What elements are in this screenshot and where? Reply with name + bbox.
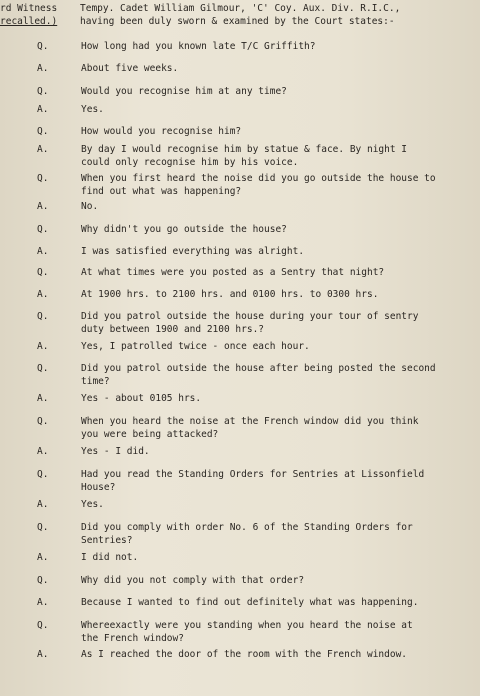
- qa-list: [0, 40, 480, 696]
- answer-text: [81, 392, 476, 405]
- question-marker: Q.: [37, 469, 49, 480]
- text-line: When you first heard the noise did you go outside the house to: [81, 173, 436, 184]
- answer-text: [81, 340, 476, 353]
- question-marker: Q.: [37, 224, 49, 235]
- question-text: [81, 362, 476, 388]
- answer-marker: A.: [37, 649, 49, 660]
- question-marker: Q.: [37, 126, 49, 137]
- intro-line: having been duly sworn & examined by the Court states:-: [80, 16, 395, 27]
- answer-marker: A.: [37, 289, 49, 300]
- text-line: How would you recognise him?: [81, 126, 242, 137]
- text-line: Yes.: [81, 104, 104, 115]
- question-text: [81, 619, 476, 645]
- text-line: Yes.: [81, 499, 104, 510]
- question-text: [81, 415, 476, 441]
- question-text: [81, 85, 476, 98]
- text-line: Did you patrol outside the house after being posted the second: [81, 363, 436, 374]
- answer-marker: A.: [37, 246, 49, 257]
- witness-header: [0, 0, 480, 40]
- text-line: Why didn't you go outside the house?: [81, 224, 287, 235]
- answer-text: [81, 445, 476, 458]
- answer-text: [81, 288, 476, 301]
- answer-marker: A.: [37, 597, 49, 608]
- answer-marker: A.: [37, 446, 49, 457]
- question-text: [81, 521, 476, 547]
- text-line: About five weeks.: [81, 63, 179, 74]
- answer-marker: A.: [37, 104, 49, 115]
- text-line: find out what was happening?: [81, 186, 242, 197]
- answer-marker: A.: [37, 144, 49, 155]
- answer-text: [81, 245, 476, 258]
- witness-label-line: recalled.): [0, 16, 58, 27]
- text-line: Why did you not comply with that order?: [81, 575, 305, 586]
- question-marker: Q.: [37, 267, 49, 278]
- text-line: Would you recognise him at any time?: [81, 86, 287, 97]
- answer-marker: A.: [37, 499, 49, 510]
- text-line: Yes, I patrolled twice - once each hour.: [81, 341, 310, 352]
- text-line: I was satisfied everything was alright.: [81, 246, 305, 257]
- answer-text: [81, 200, 476, 213]
- answer-marker: A.: [37, 63, 49, 74]
- answer-text: [81, 62, 476, 75]
- text-line: Whereexactly were you standing when you heard the noise at: [81, 620, 413, 631]
- question-text: [81, 310, 476, 336]
- text-line: By day I would recognise him by statue & face. By night I: [81, 144, 408, 155]
- text-line: the French window?: [81, 633, 184, 644]
- answer-text: [81, 596, 476, 609]
- witness-intro: [80, 2, 475, 28]
- answer-text: [81, 103, 476, 116]
- question-marker: Q.: [37, 522, 49, 533]
- answer-text: [81, 648, 476, 661]
- answer-marker: A.: [37, 393, 49, 404]
- text-line: Had you read the Standing Orders for Sentries at Lissonfield: [81, 469, 425, 480]
- witness-label: [0, 2, 57, 28]
- question-marker: Q.: [37, 41, 49, 52]
- text-line: could only recognise him by his voice.: [81, 157, 299, 168]
- question-marker: Q.: [37, 173, 49, 184]
- question-marker: Q.: [37, 575, 49, 586]
- text-line: time?: [81, 376, 110, 387]
- answer-text: [81, 551, 476, 564]
- answer-text: [81, 143, 476, 169]
- question-marker: Q.: [37, 363, 49, 374]
- text-line: Yes - I did.: [81, 446, 150, 457]
- text-line: Because I wanted to find out definitely what was happening.: [81, 597, 419, 608]
- text-line: Did you comply with order No. 6 of the Standing Orders for: [81, 522, 413, 533]
- text-line: you were being attacked?: [81, 429, 219, 440]
- text-line: How long had you known late T/C Griffith?: [81, 41, 316, 52]
- question-marker: Q.: [37, 620, 49, 631]
- question-text: [81, 172, 476, 198]
- text-line: duty between 1900 and 2100 hrs.?: [81, 324, 265, 335]
- question-text: [81, 125, 476, 138]
- text-line: As I reached the door of the room with the French window.: [81, 649, 408, 660]
- text-line: Yes - about 0105 hrs.: [81, 393, 202, 404]
- question-text: [81, 266, 476, 279]
- answer-text: [81, 498, 476, 511]
- text-line: When you heard the noise at the French window did you think: [81, 416, 419, 427]
- text-line: I did not.: [81, 552, 139, 563]
- text-line: Sentries?: [81, 535, 133, 546]
- text-line: No.: [81, 201, 99, 212]
- question-text: [81, 468, 476, 494]
- text-line: At 1900 hrs. to 2100 hrs. and 0100 hrs. to 0300 hrs.: [81, 289, 379, 300]
- text-line: House?: [81, 482, 116, 493]
- question-text: [81, 223, 476, 236]
- intro-line: Tempy. Cadet William Gilmour, 'C' Coy. Aux. Div. R.I.C.,: [80, 3, 401, 14]
- question-marker: Q.: [37, 416, 49, 427]
- answer-marker: A.: [37, 201, 49, 212]
- answer-marker: A.: [37, 552, 49, 563]
- text-line: Did you patrol outside the house during your tour of sentry: [81, 311, 419, 322]
- witness-label-line: rd Witness: [0, 3, 58, 14]
- question-text: [81, 40, 476, 53]
- answer-marker: A.: [37, 341, 49, 352]
- question-marker: Q.: [37, 311, 49, 322]
- question-marker: Q.: [37, 86, 49, 97]
- question-text: [81, 574, 476, 587]
- text-line: At what times were you posted as a Sentry that night?: [81, 267, 385, 278]
